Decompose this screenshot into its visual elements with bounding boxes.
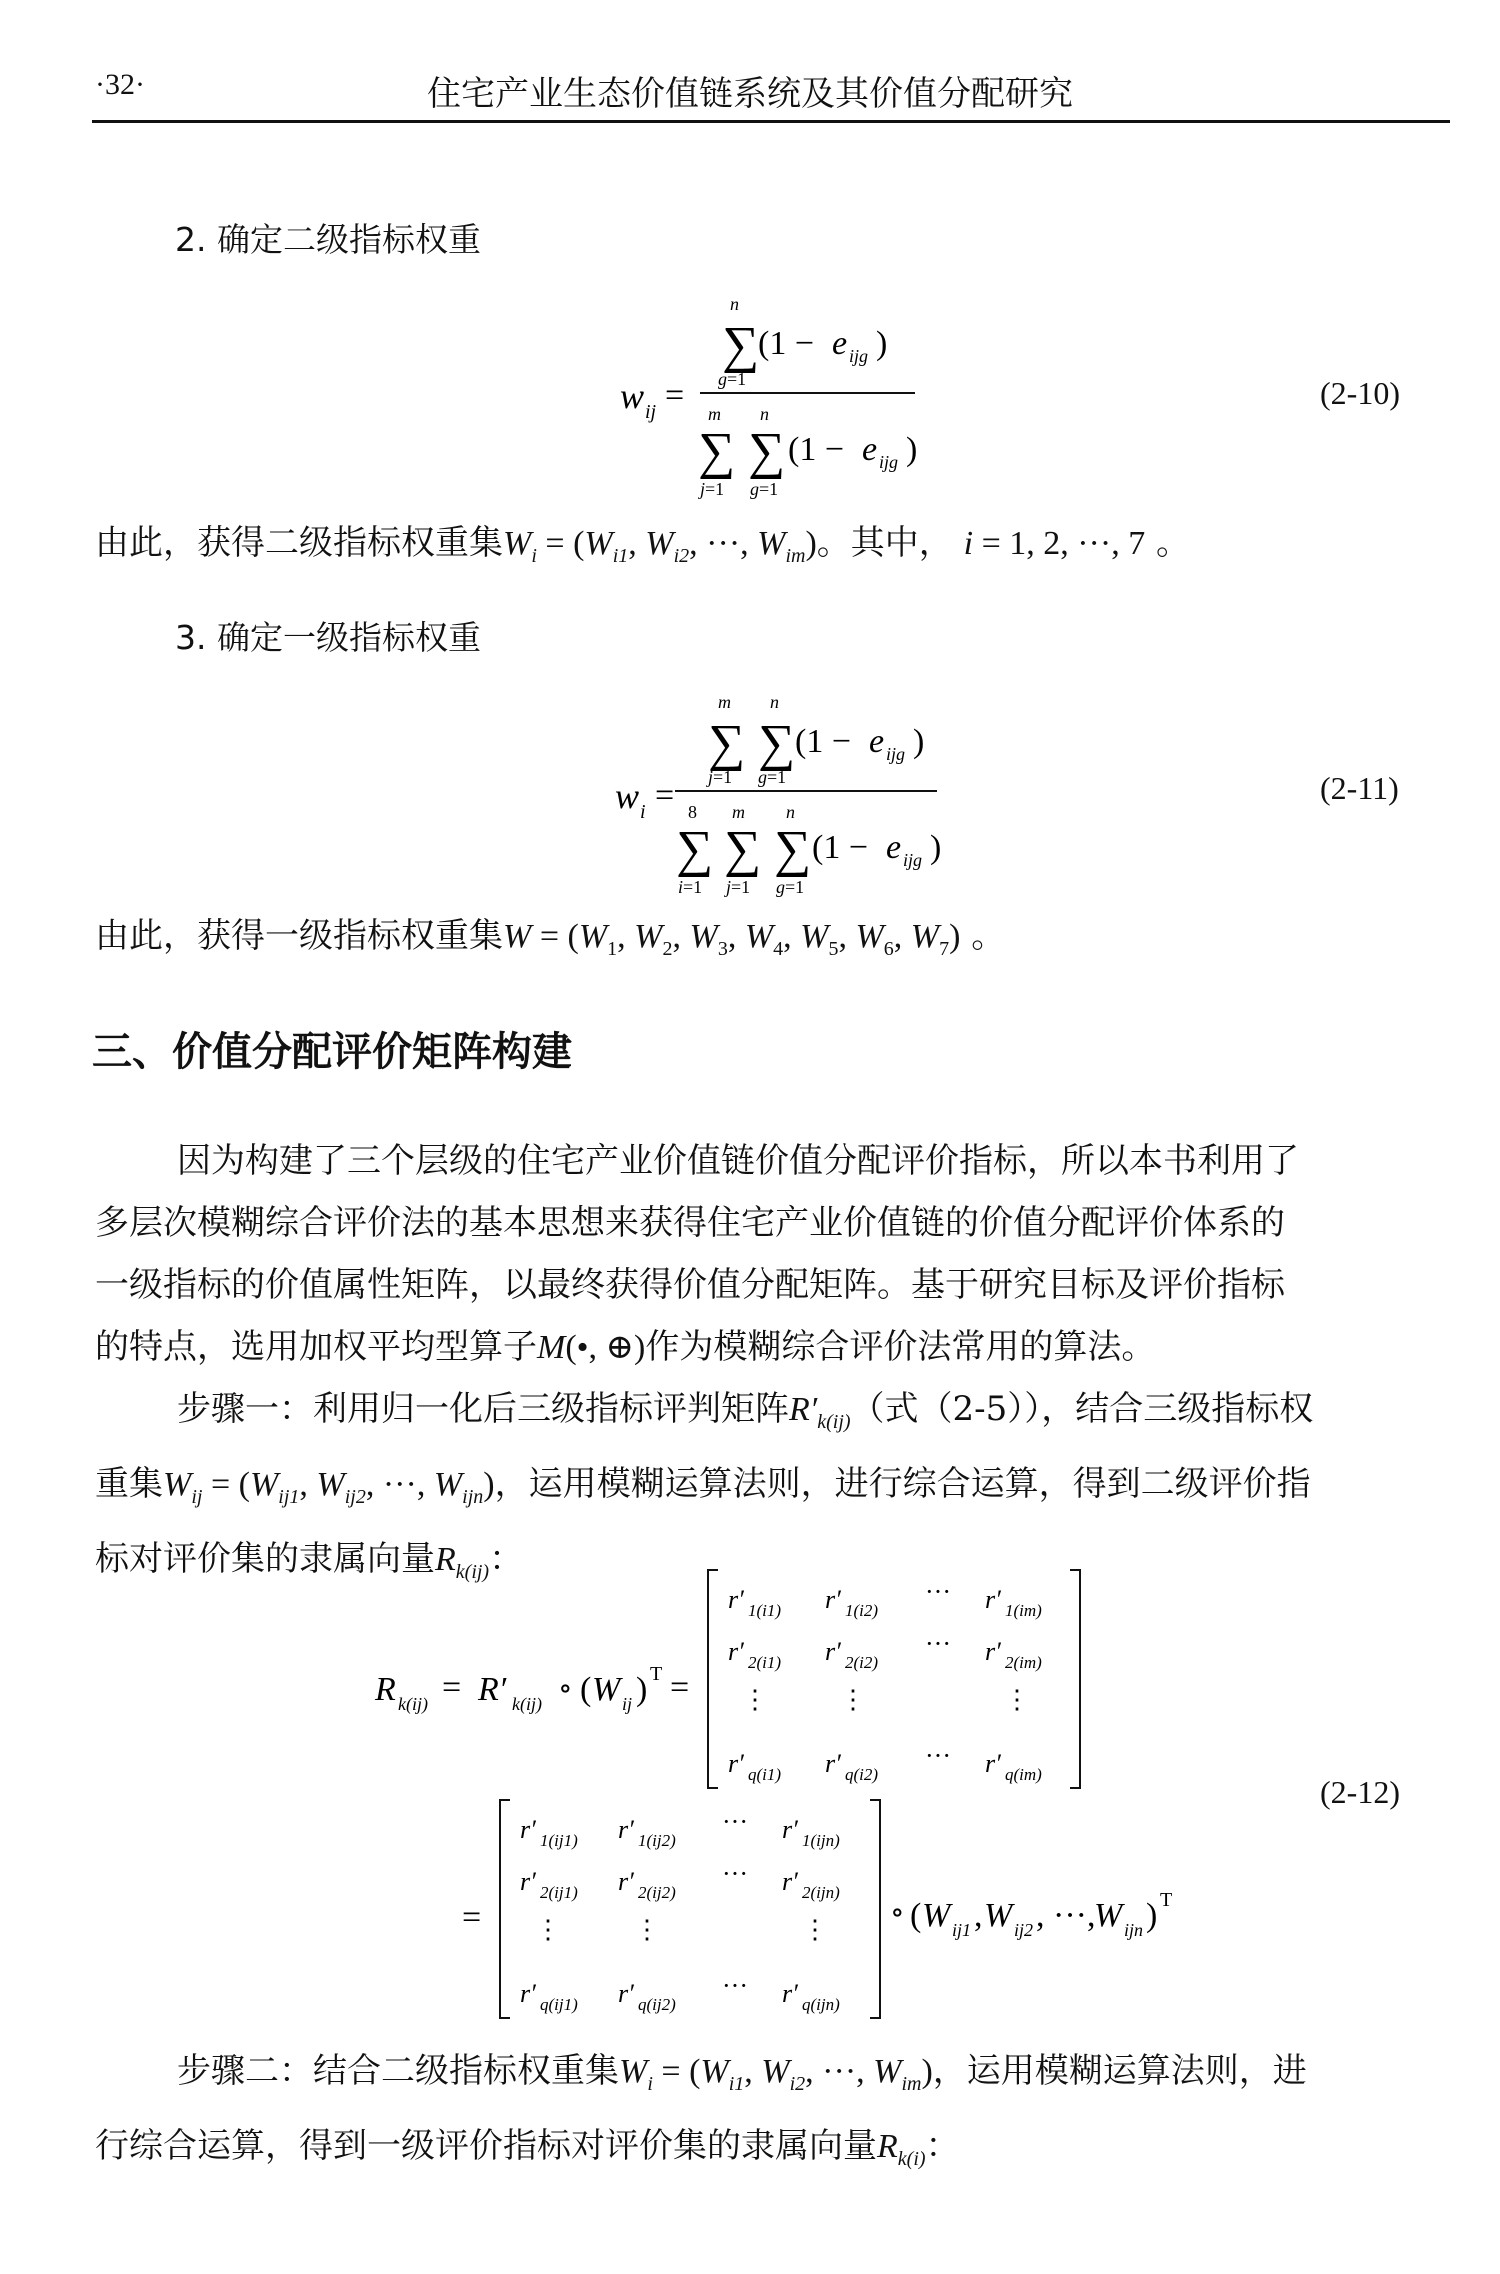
svg-text:W: W — [922, 1897, 951, 1934]
svg-text:=: = — [655, 777, 675, 814]
svg-text:r′: r′ — [618, 1867, 634, 1896]
step1-colon: ： — [489, 1538, 524, 1579]
svg-text:···: ··· — [925, 1741, 951, 1770]
svg-text:r′: r′ — [825, 1585, 841, 1614]
svg-text:g=1: g=1 — [750, 479, 779, 499]
svg-text:···: ··· — [722, 1859, 748, 1888]
svg-text:1(ij2): 1(ij2) — [638, 1831, 676, 1850]
svg-text:⋮: ⋮ — [535, 1915, 561, 1944]
svg-text:⋮: ⋮ — [742, 1685, 768, 1714]
step1-text-c: 重集 — [95, 1463, 163, 1504]
svg-text:⋮: ⋮ — [840, 1685, 866, 1714]
svg-text:e: e — [886, 829, 902, 866]
svg-text:R′: R′ — [478, 1671, 507, 1708]
svg-text:, ···,: , ···, — [1036, 1897, 1096, 1934]
svg-text:): ) — [636, 1671, 648, 1708]
step2-line-1 — [95, 2040, 1455, 2115]
svg-text:1(ij1): 1(ij1) — [540, 1831, 578, 1850]
page-number: ·32· — [95, 68, 145, 101]
svg-text:m: m — [718, 692, 731, 712]
step2-result-line — [95, 512, 1190, 587]
paragraph-line-end: 作为模糊综合评价法常用的算法。 — [645, 1327, 1156, 1367]
svg-text:R: R — [375, 1671, 396, 1708]
vector-Rk-i-formula: $R_{k(i)}$ — [877, 2127, 926, 2170]
step3-result-prefix: 由此，获得一级指标权重集 — [95, 916, 503, 956]
svg-text:r′: r′ — [728, 1749, 744, 1778]
svg-text:∑: ∑ — [722, 317, 760, 374]
svg-text:W: W — [1094, 1897, 1123, 1934]
paragraph-line-text: 的特点，选用加权平均型算子 — [95, 1327, 537, 1367]
svg-text:2(i1): 2(i1) — [748, 1653, 782, 1672]
step2-result-mid: 。其中， — [816, 523, 953, 563]
equation-number-2-11: (2-11) — [1320, 770, 1399, 806]
svg-text:m: m — [732, 802, 745, 822]
svg-text:j=1: j=1 — [726, 877, 751, 897]
svg-text:ijg: ijg — [903, 850, 923, 870]
svg-text:j=1: j=1 — [708, 767, 733, 787]
svg-text:r′: r′ — [520, 1815, 536, 1844]
equation-2-10 — [600, 290, 940, 505]
svg-text:∘: ∘ — [890, 1896, 905, 1929]
equation-number-2-12: (2-12) — [1320, 1774, 1400, 1810]
svg-text:ij1: ij1 — [952, 1920, 972, 1940]
svg-text:ijg: ijg — [849, 346, 869, 366]
svg-text:r′: r′ — [825, 1637, 841, 1666]
svg-text:r′: r′ — [618, 1979, 634, 2008]
section-heading: 三、价值分配评价矩阵构建 — [92, 1029, 572, 1075]
svg-text:r′: r′ — [728, 1585, 744, 1614]
svg-text:r′: r′ — [728, 1637, 744, 1666]
svg-text:(: ( — [910, 1897, 922, 1934]
svg-text:2(ij2): 2(ij2) — [638, 1883, 676, 1902]
subheading-step3: 3. 确定一级指标权重 — [175, 618, 481, 657]
step2-text-c: 行综合运算，得到一级评价指标对评价集的隶属向量 — [95, 2125, 877, 2166]
svg-text:···: ··· — [722, 1807, 748, 1836]
subheading-step2: 2. 确定二级指标权重 — [175, 220, 481, 259]
svg-text:8: 8 — [688, 802, 697, 822]
equation-number-2-10: (2-10) — [1320, 375, 1400, 411]
svg-text:⋮: ⋮ — [802, 1915, 828, 1944]
svg-text:m: m — [708, 404, 721, 424]
svg-text:∑: ∑ — [748, 423, 786, 480]
step1-text-b: （式（2-5）），结合三级指标权 — [850, 1389, 1314, 1429]
step2-colon: ： — [925, 2125, 960, 2166]
svg-text:⋮: ⋮ — [1004, 1685, 1030, 1714]
svg-text:w: w — [620, 376, 645, 416]
svg-text:2(i2): 2(i2) — [845, 1653, 879, 1672]
step2-result-end: 。 — [1156, 523, 1191, 563]
step2-result-prefix: 由此，获得二级指标权重集 — [95, 523, 503, 563]
svg-text:q(ij2): q(ij2) — [638, 1995, 676, 2014]
svg-text:=: = — [462, 1899, 482, 1936]
svg-text:): ) — [876, 325, 888, 362]
operator-formula: M(•, ⊕) — [537, 1329, 646, 1366]
svg-text:ijg: ijg — [886, 744, 906, 764]
svg-text:w: w — [615, 776, 640, 816]
svg-text:2(im): 2(im) — [1005, 1653, 1042, 1672]
svg-text:T: T — [650, 1663, 663, 1685]
svg-text:W: W — [984, 1897, 1013, 1934]
svg-text:r′: r′ — [618, 1815, 634, 1844]
svg-text:n: n — [730, 294, 739, 314]
svg-text:n: n — [760, 404, 769, 424]
svg-text:g=1: g=1 — [718, 369, 747, 389]
svg-text:1(i1): 1(i1) — [748, 1601, 782, 1620]
svg-text:1(ijn): 1(ijn) — [802, 1831, 840, 1850]
svg-text:···: ··· — [925, 1629, 951, 1658]
svg-text:q(i1): q(i1) — [748, 1765, 782, 1784]
svg-text:e: e — [862, 431, 878, 468]
svg-text:(1 −: (1 − — [788, 431, 844, 468]
svg-text:r′: r′ — [520, 1867, 536, 1896]
paragraph-line-last — [95, 1316, 1455, 1379]
step2-text-a: 步骤二：结合二级指标权重集 — [177, 2051, 619, 2091]
svg-text:⋮: ⋮ — [634, 1915, 660, 1944]
svg-text:g=1: g=1 — [758, 767, 787, 787]
svg-text:r′: r′ — [782, 1979, 798, 2008]
svg-text:r′: r′ — [782, 1867, 798, 1896]
svg-text:q(im): q(im) — [1005, 1765, 1042, 1784]
step3-result-end: 。 — [971, 916, 1006, 956]
svg-text:∑: ∑ — [774, 821, 812, 878]
svg-text:k(ij): k(ij) — [398, 1694, 428, 1714]
paragraph-line: 一级指标的价值属性矩阵，以最终获得价值分配矩阵。基于研究目标及评价指标 — [95, 1265, 1285, 1305]
step3-result-line — [95, 905, 1005, 980]
weight-set-Wi-formula-2: $W_i = (W_{i1}$, $W_{i2}$, ···, $W_{im}$) — [619, 2053, 933, 2095]
svg-text:2(ijn): 2(ijn) — [802, 1883, 840, 1902]
paragraph-intro — [95, 1130, 1455, 1379]
svg-text:···: ··· — [925, 1577, 951, 1606]
svg-text:q(i2): q(i2) — [845, 1765, 879, 1784]
svg-text:T: T — [1160, 1889, 1173, 1911]
svg-text:,: , — [974, 1897, 983, 1934]
svg-text:r′: r′ — [782, 1815, 798, 1844]
svg-text:1(i2): 1(i2) — [845, 1601, 879, 1620]
svg-text:∑: ∑ — [698, 423, 736, 480]
paragraph-line: 因为构建了三个层级的住宅产业价值链价值分配评价指标，所以本书利用了 — [177, 1141, 1299, 1181]
svg-text:k(ij): k(ij) — [512, 1694, 542, 1714]
svg-text:r′: r′ — [520, 1979, 536, 2008]
header-rule — [92, 120, 1450, 123]
svg-text:=: = — [442, 1669, 462, 1706]
svg-text:r′: r′ — [985, 1749, 1001, 1778]
svg-text:(1 −: (1 − — [758, 325, 814, 362]
svg-text:∑: ∑ — [676, 821, 714, 878]
step1-text-d: ，运用模糊运算法则，进行综合运算，得到二级评价指 — [494, 1463, 1311, 1504]
svg-text:): ) — [1146, 1897, 1158, 1934]
svg-text:ij: ij — [645, 401, 657, 423]
svg-text:···: ··· — [722, 1971, 748, 2000]
svg-text:∑: ∑ — [724, 821, 762, 878]
svg-text:(1 −: (1 − — [812, 829, 868, 866]
paragraph-step2 — [95, 2040, 1455, 2190]
svg-text:W: W — [592, 1671, 621, 1708]
paragraph-line: 多层次模糊综合评价法的基本思想来获得住宅产业价值链的价值分配评价体系的 — [95, 1203, 1285, 1243]
svg-text:r′: r′ — [825, 1749, 841, 1778]
svg-text:q(ijn): q(ijn) — [802, 1995, 840, 2014]
step1-line-2 — [95, 1453, 1455, 1528]
svg-text:=: = — [670, 1669, 690, 1706]
svg-text:i: i — [640, 801, 646, 823]
matrix-Rk-prime-formula: $R'_{k(ij)}$ — [789, 1391, 851, 1433]
svg-text:ijn: ijn — [1124, 1920, 1144, 1940]
step2-text-b: ，运用模糊运算法则，进 — [932, 2051, 1307, 2091]
step2-line-2 — [95, 2115, 1455, 2190]
svg-text:2(ij1): 2(ij1) — [540, 1883, 578, 1902]
index-range-formula: i = 1, 2, ···, 7 — [963, 525, 1146, 562]
equation-2-11 — [600, 688, 960, 903]
svg-text:∑: ∑ — [758, 715, 796, 772]
svg-text:ij: ij — [622, 1694, 633, 1714]
svg-text:e: e — [869, 723, 885, 760]
svg-text:e: e — [832, 325, 848, 362]
svg-text:∘: ∘ — [558, 1672, 573, 1705]
svg-text:n: n — [786, 802, 795, 822]
svg-text:1(im): 1(im) — [1005, 1601, 1042, 1620]
weight-set-W-formula: $W = (W_1$, $W_2$, $W_3$, $W_4$, $W_5$, $W_6$, $W_7$) — [503, 918, 961, 960]
svg-text:ij2: ij2 — [1014, 1920, 1034, 1940]
svg-text:∑: ∑ — [708, 715, 746, 772]
svg-text:r′: r′ — [985, 1585, 1001, 1614]
step1-line-1 — [95, 1378, 1455, 1453]
svg-text:=: = — [665, 377, 685, 414]
svg-text:i=1: i=1 — [678, 877, 703, 897]
svg-text:): ) — [930, 829, 942, 866]
svg-text:(: ( — [580, 1671, 592, 1708]
weight-set-Wi-formula: $W_i = (W_{i1}$, $W_{i2}$, ···, $W_{im}$) — [503, 525, 817, 567]
svg-text:r′: r′ — [985, 1637, 1001, 1666]
step1-text-e: 标对评价集的隶属向量 — [95, 1538, 435, 1579]
equation-2-12 — [370, 1560, 1190, 2030]
running-header-title: 住宅产业生态价值链系统及其价值分配研究 — [427, 74, 1073, 114]
svg-text:(1 −: (1 − — [795, 723, 851, 760]
svg-text:): ) — [906, 431, 918, 468]
svg-text:): ) — [913, 723, 925, 760]
svg-text:j=1: j=1 — [700, 479, 725, 499]
svg-text:g=1: g=1 — [776, 877, 805, 897]
step1-text-a: 步骤一：利用归一化后三级指标评判矩阵 — [177, 1389, 789, 1429]
vector-Rk-ij-formula: $R_{k(ij)}$ — [435, 1540, 490, 1583]
svg-text:ijg: ijg — [879, 452, 899, 472]
svg-text:q(ij1): q(ij1) — [540, 1995, 578, 2014]
svg-text:n: n — [770, 692, 779, 712]
weight-set-Wij-formula: $W_{ij} = (W_{ij1}$, $W_{ij2}$, ···, $W_{ijn}$) — [163, 1465, 495, 1508]
